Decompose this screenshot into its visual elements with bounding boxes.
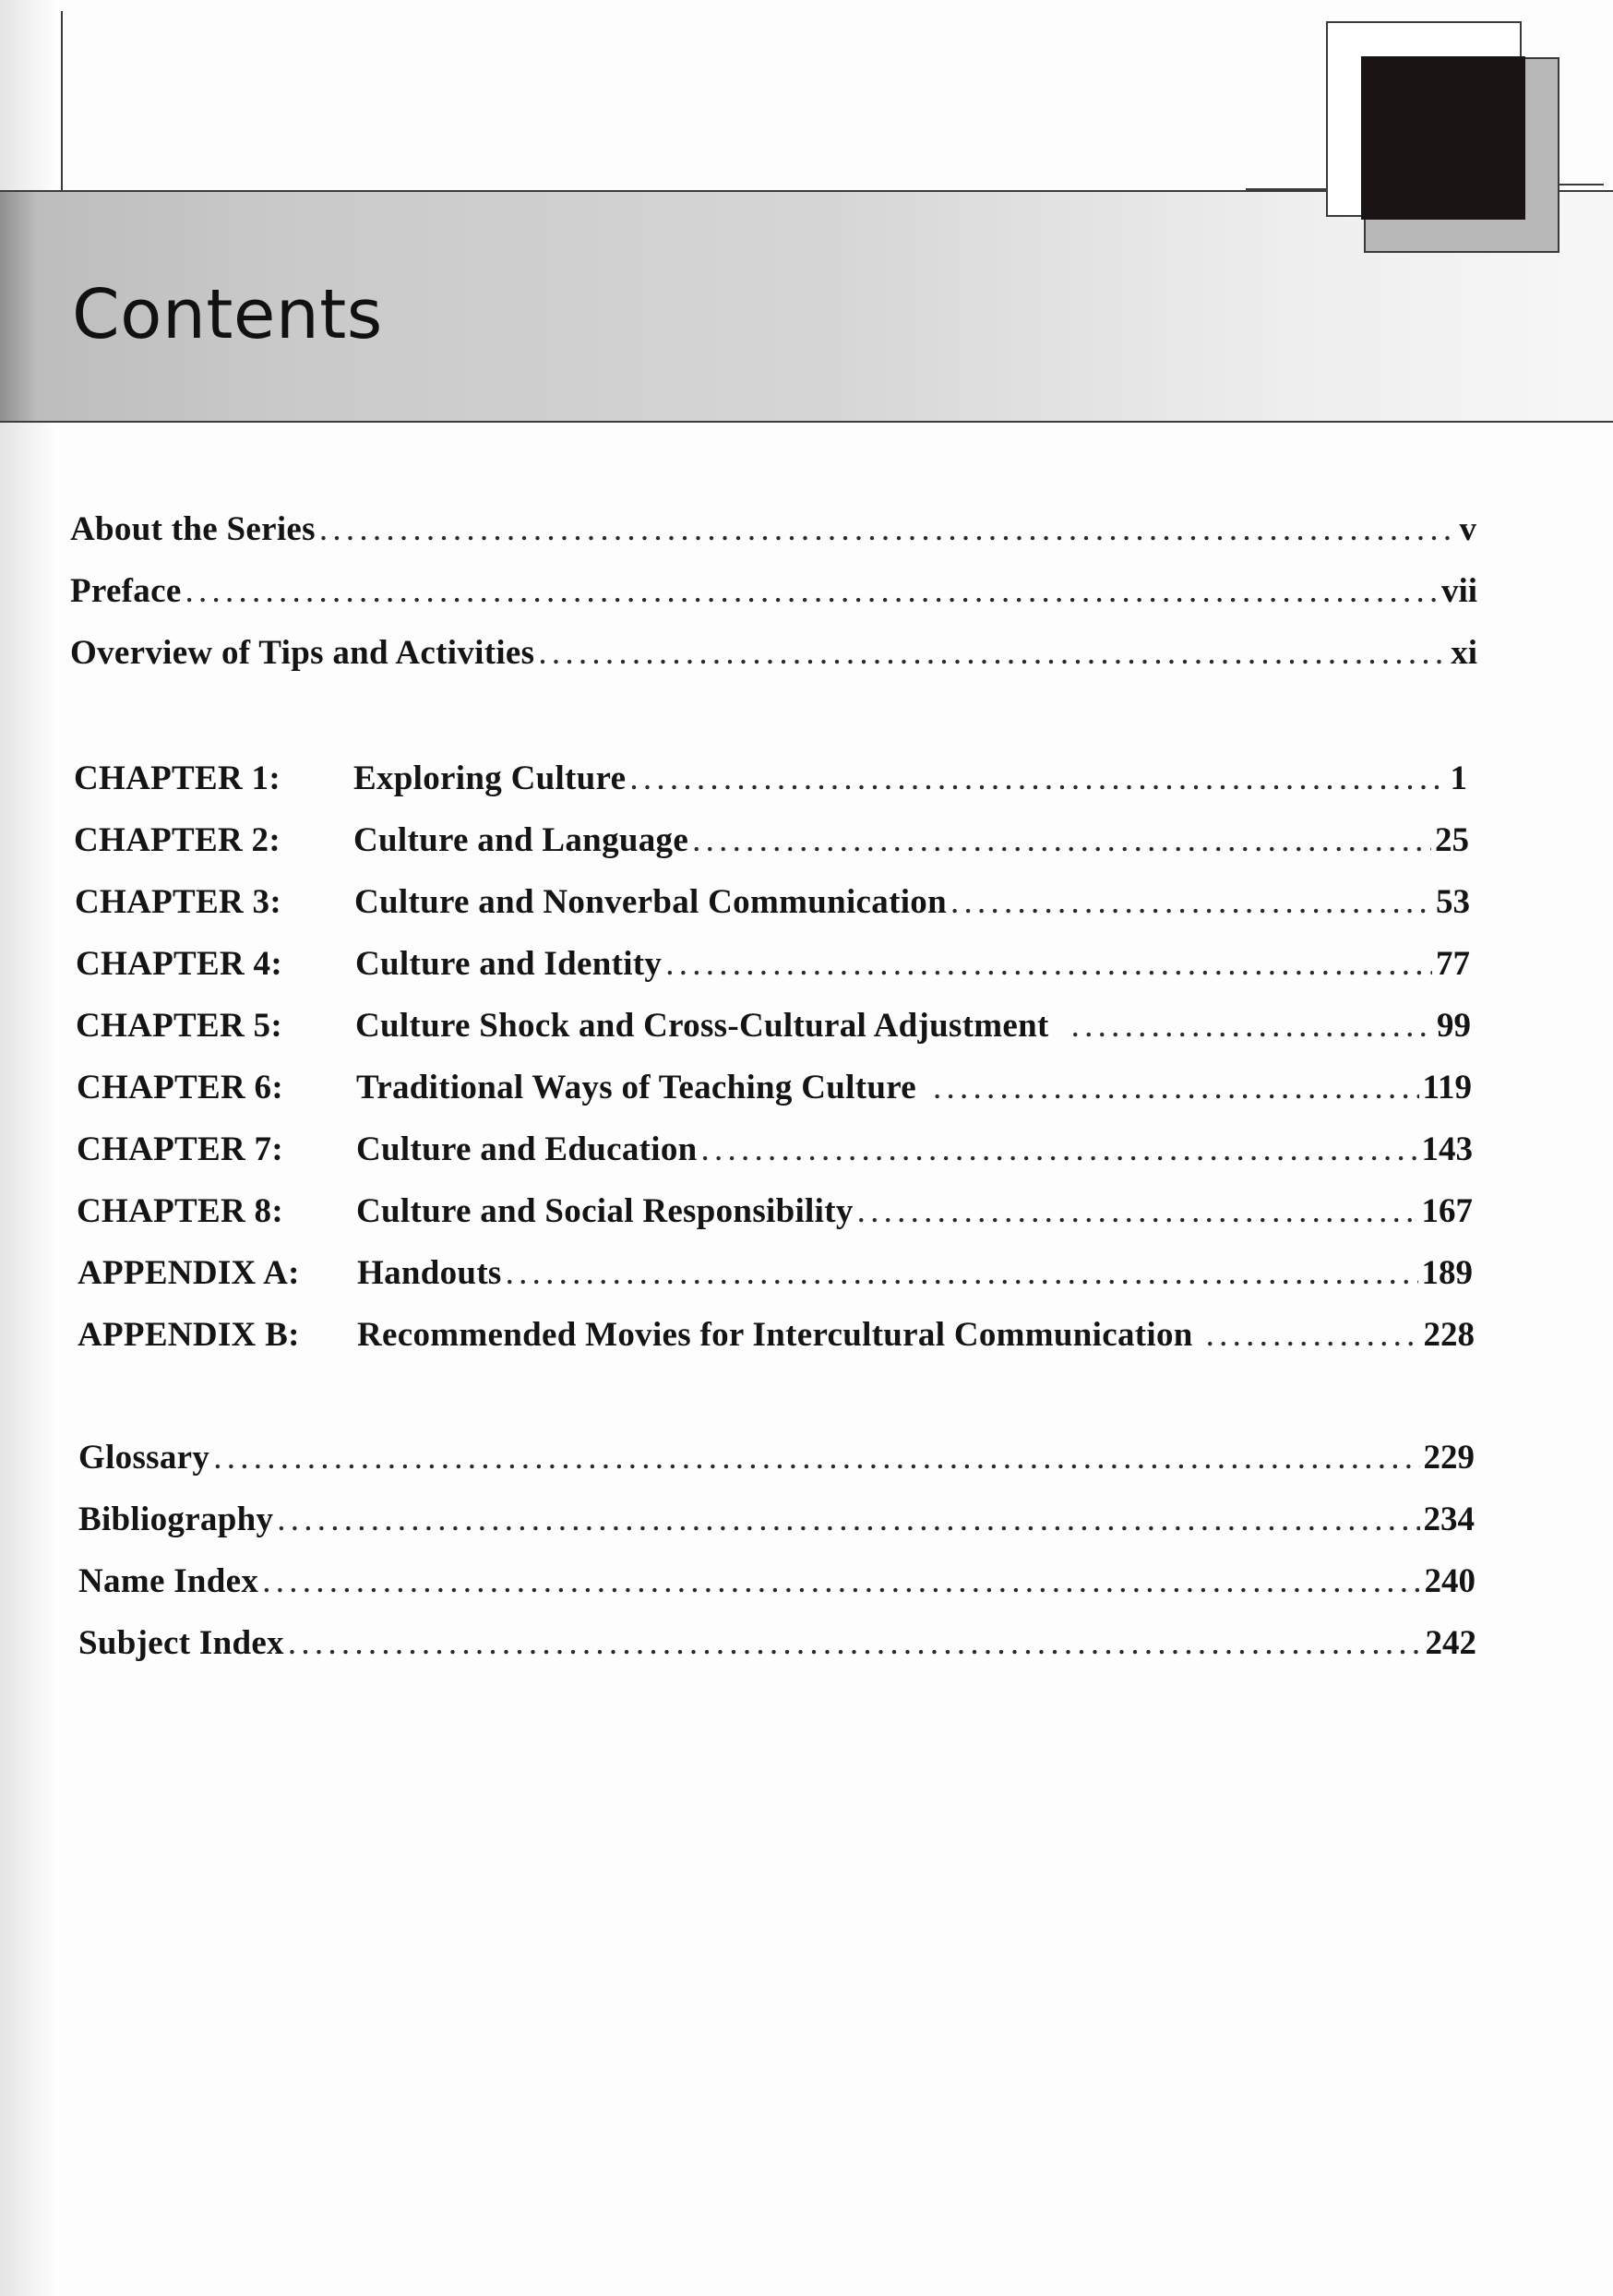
entry-page: 25 [1435,821,1469,859]
entry-label: CHAPTER 7: [77,1130,283,1168]
dot-leader [629,759,1446,798]
dot-leader [701,1130,1418,1169]
entry-label: CHAPTER 3: [75,883,281,921]
toc-entry-preface[interactable] [70,571,1477,617]
toc-entry-name-index[interactable] [78,1561,1476,1608]
toc-entry-chapter-6[interactable] [77,1068,1472,1114]
dot-leader [933,1068,1419,1107]
dot-leader [1071,1006,1433,1046]
decorative-rule-left [1246,188,1327,190]
entry-title: Name Index [78,1562,259,1600]
entry-title: Overview of Tips and Activities [70,634,535,672]
dot-leader [277,1500,1419,1539]
decorative-vertical-rule [61,11,63,192]
dot-leader [262,1561,1420,1601]
toc-entry-chapter-1[interactable] [74,759,1467,805]
toc-entry-bibliography[interactable] [78,1500,1475,1546]
entry-title: Subject Index [78,1624,284,1662]
decorative-square-black [1361,56,1525,220]
toc-entry-chapter-7[interactable] [77,1130,1473,1176]
entry-title: Culture and Identity [355,945,663,983]
dot-leader [213,1438,1419,1477]
entry-page: 1 [1450,759,1467,797]
entry-page: 189 [1421,1254,1473,1292]
entry-page: 234 [1423,1501,1475,1538]
entry-title: Culture and Language [353,821,689,859]
entry-title: Handouts [357,1254,502,1292]
toc-entry-chapter-3[interactable] [75,882,1470,928]
entry-label: CHAPTER 5: [76,1007,282,1045]
toc-entry-appendix-b[interactable] [78,1315,1475,1361]
entry-page: 228 [1423,1316,1475,1354]
decorative-rule-right [1559,184,1604,185]
toc-entry-subject-index[interactable] [78,1623,1476,1669]
entry-label: APPENDIX B: [78,1316,300,1354]
entry-title: Exploring Culture [353,759,627,797]
entry-title: Glossary [78,1439,210,1477]
dot-leader [1206,1315,1420,1355]
entry-page: 229 [1423,1439,1475,1477]
entry-label: CHAPTER 4: [76,945,282,983]
toc-entry-chapter-2[interactable] [74,820,1469,867]
toc-entry-about-series[interactable] [70,509,1476,556]
entry-title: Bibliography [78,1501,274,1538]
entry-page: 77 [1436,945,1470,983]
toc-entry-chapter-4[interactable] [76,944,1470,990]
dot-leader [319,509,1456,549]
entry-page: 53 [1436,883,1470,921]
dot-leader [950,882,1432,922]
dot-leader [665,944,1432,984]
toc-entry-chapter-8[interactable] [77,1191,1473,1238]
page-title: Contents [72,275,383,354]
entry-title: Recommended Movies for Intercultural Communication [357,1316,1193,1354]
dot-leader [538,633,1447,673]
entry-page: 143 [1421,1130,1473,1168]
entry-page: 167 [1421,1192,1473,1230]
entry-title: Culture and Education [356,1130,698,1168]
dot-leader [288,1623,1422,1663]
dot-leader [692,820,1431,860]
entry-title: Traditional Ways of Teaching Culture [356,1069,917,1106]
entry-title: Culture and Social Responsibility [356,1192,854,1230]
entry-page: xi [1451,634,1477,672]
entry-page: 99 [1437,1007,1471,1045]
entry-page: vii [1440,572,1477,610]
entry-title: About the Series [70,510,316,548]
entry-page: 242 [1425,1624,1476,1662]
entry-page: 119 [1422,1069,1472,1106]
toc-entry-appendix-a[interactable] [78,1253,1473,1299]
dot-leader [857,1191,1418,1231]
entry-label: CHAPTER 2: [74,821,281,859]
toc-entry-chapter-5[interactable] [76,1006,1471,1052]
toc-entry-glossary[interactable] [78,1438,1475,1484]
entry-page: v [1459,510,1476,548]
entry-label: CHAPTER 1: [74,759,281,797]
toc-entry-overview[interactable] [70,633,1477,679]
entry-title: Culture Shock and Cross-Cultural Adjustment [355,1007,1049,1045]
entry-label: CHAPTER 8: [77,1192,283,1230]
entry-label: CHAPTER 6: [77,1069,283,1106]
entry-title: Preface [70,572,182,610]
dot-leader [185,571,1438,611]
dot-leader [506,1253,1418,1293]
entry-title: Culture and Nonverbal Communication [354,883,947,921]
entry-page: 240 [1424,1562,1476,1600]
entry-label: APPENDIX A: [78,1254,300,1292]
